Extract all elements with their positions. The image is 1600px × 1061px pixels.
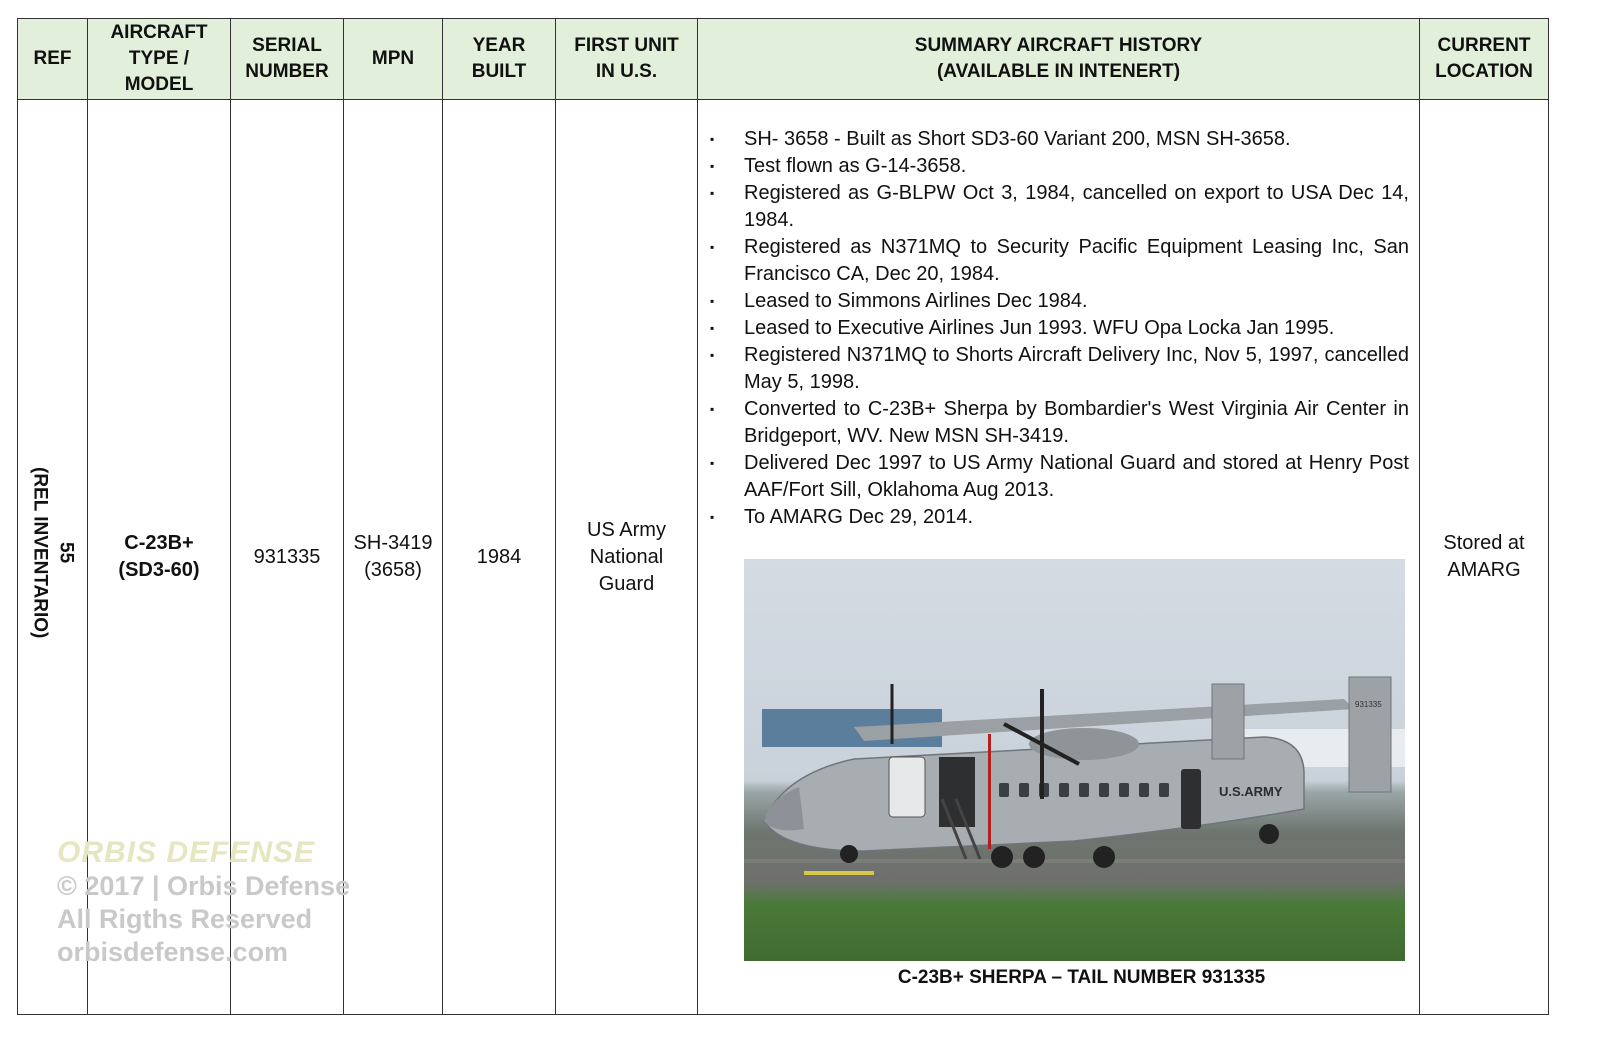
history-text: Leased to Simmons Airlines Dec 1984.	[744, 290, 1088, 312]
header-type-line: TYPE /	[128, 48, 190, 69]
history-text: Leased to Executive Airlines Jun 1993. WFU Opa Locka Jan 1995.	[744, 317, 1335, 339]
history-list	[698, 126, 1419, 531]
bullet-icon: ▪	[710, 132, 715, 146]
header-year-line: YEAR	[472, 35, 526, 56]
first-unit-line: Guard	[598, 572, 655, 595]
header-location-line: LOCATION	[1435, 61, 1533, 82]
history-text: SH- 3658 - Built as Short SD3-60 Variant 200, MSN SH-3658.	[744, 128, 1291, 150]
list-item	[710, 504, 1409, 531]
list-item	[710, 180, 1409, 234]
header-aircraft-type	[88, 19, 231, 100]
history-text: To AMARG Dec 29, 2014.	[744, 506, 974, 528]
aircraft-inventory-table	[17, 18, 1549, 1015]
first-unit-line: National	[589, 545, 664, 568]
aircraft-photo-drawing	[744, 559, 1405, 961]
header-first-unit-line: FIRST UNIT	[574, 35, 679, 56]
ref-note: (REL INVENTARIO)	[29, 467, 51, 639]
watermark-brand: ORBIS DEFENSE	[57, 836, 316, 869]
header-history-line: (AVAILABLE IN INTENERT)	[936, 61, 1181, 82]
cell-ref	[18, 100, 88, 1015]
list-item	[710, 342, 1409, 396]
bullet-icon: ▪	[710, 348, 715, 362]
header-type-line: MODEL	[124, 74, 194, 95]
aircraft-type-line: C-23B+	[124, 532, 194, 554]
list-item	[710, 288, 1409, 315]
header-year-built	[443, 19, 556, 100]
bullet-icon: ▪	[710, 510, 715, 524]
header-serial-line: NUMBER	[245, 61, 329, 82]
history-text: Converted to C-23B+ Sherpa by Bombardier's West Virginia Air Center in Bridgeport, WV. New MSN SH-3419.	[744, 398, 1409, 447]
aircraft-photo	[744, 559, 1405, 961]
history-text: Registered as N371MQ to Security Pacific Equipment Leasing Inc, San Francisco CA, Dec 20, 1984.	[744, 236, 1409, 285]
first-unit-line: US Army	[587, 518, 666, 541]
tail-fin-shape	[1349, 677, 1391, 792]
list-item	[710, 315, 1409, 342]
ref-rotated-text	[27, 467, 79, 638]
aircraft-type-line: (SD3-60)	[118, 559, 200, 581]
table-row	[18, 100, 1549, 1015]
cell-first-unit	[556, 100, 698, 1015]
header-row	[18, 19, 1549, 100]
list-item	[710, 126, 1409, 153]
mpn-line: SH-3419	[353, 532, 433, 554]
cell-current-location	[1420, 100, 1549, 1015]
header-mpn	[344, 19, 443, 100]
bullet-icon: ▪	[710, 456, 715, 470]
location-line: Stored at	[1443, 532, 1525, 554]
location-line: AMARG	[1447, 559, 1521, 581]
history-text: Registered as G-BLPW Oct 3, 1984, cancelled on export to USA Dec 14, 1984.	[744, 182, 1409, 231]
header-history-line: SUMMARY AIRCRAFT HISTORY	[914, 35, 1203, 56]
watermark-line: orbisdefense.com	[57, 937, 289, 967]
list-item	[710, 396, 1409, 450]
photo-caption: C-23B+ SHERPA – TAIL NUMBER 931335	[897, 967, 1266, 988]
watermark-line: All Rigths Reserved	[57, 904, 313, 934]
bullet-icon: ▪	[710, 186, 715, 200]
bullet-icon: ▪	[710, 294, 715, 308]
mpn-line: (3658)	[364, 559, 422, 581]
bullet-icon: ▪	[710, 402, 715, 416]
list-item	[710, 153, 1409, 180]
header-serial-number	[231, 19, 344, 100]
header-year-line: BUILT	[471, 61, 527, 82]
list-item	[710, 450, 1409, 504]
bullet-icon: ▪	[710, 321, 715, 335]
header-type-line: AIRCRAFT	[110, 22, 208, 43]
watermark-line: © 2017 | Orbis Defense	[57, 871, 351, 901]
cell-aircraft-type	[88, 100, 231, 1015]
header-location-line: CURRENT	[1437, 35, 1531, 56]
header-serial-line: SERIAL	[252, 35, 322, 56]
header-mpn-label: MPN	[371, 48, 415, 69]
header-first-unit	[556, 19, 698, 100]
header-current-location	[1420, 19, 1549, 100]
cell-serial-number: 931335	[231, 100, 344, 1015]
list-item	[710, 234, 1409, 288]
us-army-marking: U.S.ARMY	[1219, 784, 1283, 799]
cell-summary-history	[698, 100, 1420, 1015]
history-text: Delivered Dec 1997 to US Army National Guard and stored at Henry Post AAF/Fort Sill, Oklahoma Aug 2013.	[744, 452, 1409, 501]
header-ref-label: REF	[33, 48, 72, 69]
history-text: Test flown as G-14-3658.	[744, 155, 967, 177]
cell-year-built: 1984	[443, 100, 556, 1015]
bullet-icon: ▪	[710, 159, 715, 173]
header-ref	[18, 19, 88, 100]
header-first-unit-line: IN U.S.	[595, 61, 658, 82]
tail-number-marking: 931335	[1355, 700, 1382, 709]
ref-number: 55	[55, 542, 77, 564]
cell-mpn	[344, 100, 443, 1015]
bullet-icon: ▪	[710, 240, 715, 254]
header-summary-history	[698, 19, 1420, 100]
history-text: Registered N371MQ to Shorts Aircraft Delivery Inc, Nov 5, 1997, cancelled May 5, 1998.	[744, 344, 1409, 393]
